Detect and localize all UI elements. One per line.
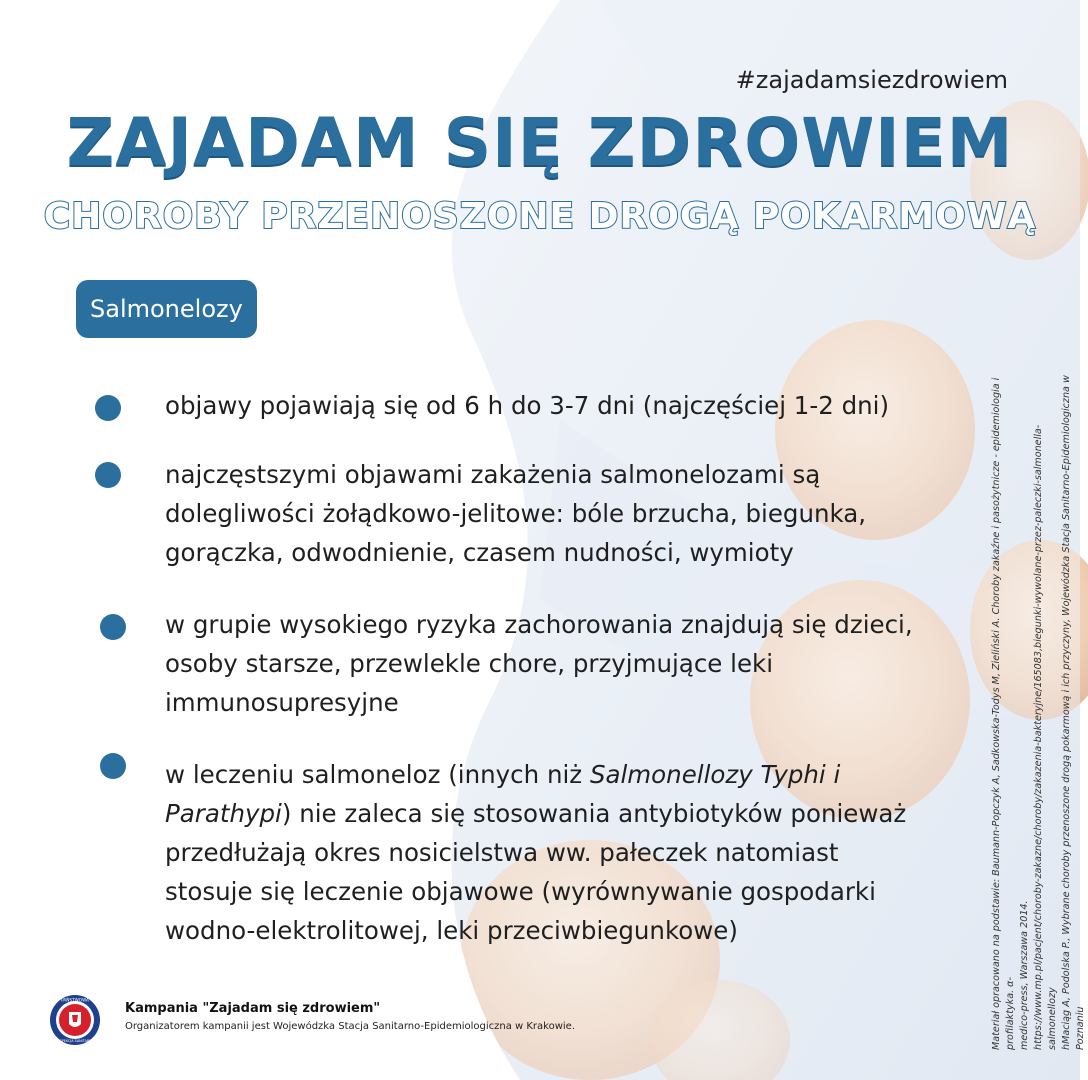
list-item-text: w leczeniu salmoneloz (innych niż	[165, 760, 590, 789]
campaign-organizer: Organizatorem kampanii jest Wojewódzka Stacja Sanitarno-Epidemiologiczna w Krakowie.	[125, 1021, 576, 1032]
bullet-dot	[95, 395, 121, 421]
list-item-line: osoby starsze, przewlekle chore, przyjmujące leki	[165, 649, 774, 678]
list-item-line	[165, 755, 925, 794]
list-item	[165, 605, 925, 722]
list-item	[165, 755, 925, 950]
bullet-dot	[95, 462, 121, 488]
list-item-line: immunosupresyjne	[165, 688, 399, 717]
source-line: hMaciąg A, Podolska P., Wybrane choroby przenoszone drogą pokarmową i ich przyczyny, Wojewódzka Stacja Sanitarno-Epidemiologiczna w Poznaniu	[1061, 375, 1086, 1050]
source-line: medico-press, Warszawa 2014.	[1019, 900, 1030, 1050]
hashtag: #zajadamsiezdrowiem	[735, 66, 1008, 94]
campaign-title: Kampania "Zajadam się zdrowiem"	[125, 1001, 381, 1016]
page-subtitle: CHOROBY PRZENOSZONE DROGĄ POKARMOWĄ	[43, 196, 1037, 237]
source-line: https://www.mp.pl/pacjent/choroby-zakazne/choroby/zakazenia-bakteryjne/165083,biegunki-wywolane-przez-paleczki-salmonella-salmonellozy	[1033, 424, 1058, 1050]
logo-text-bottom: INSPEKCJA SANITARNA	[55, 1039, 95, 1043]
species-name: Salmonellozy Typhi i	[589, 760, 841, 789]
list-item-line: w grupie wysokiego ryzyka zachorowania znajdują się dzieci,	[165, 610, 913, 639]
logo-text-top: PAŃSTWOWA	[61, 997, 89, 1003]
species-name: Parathypi	[165, 799, 282, 828]
topic-badge-label: Salmonelozy	[90, 295, 243, 323]
list-item-line: najczęstszymi objawami zakażenia salmonelozami są	[165, 460, 821, 489]
list-item-line: dolegliwości żołądkowo-jelitowe: bóle brzucha, biegunka,	[165, 499, 867, 528]
sanitary-inspection-logo	[49, 994, 101, 1046]
page-title: ZAJADAM SIĘ ZDROWIEM	[66, 104, 1014, 181]
bullet-dot	[100, 614, 126, 640]
list-item-line: przedłużają okres nosicielstwa ww. pałeczek natomiast	[165, 838, 839, 867]
list-item-text: objawy pojawiają się od 6 h do 3-7 dni (najczęściej 1-2 dni)	[165, 391, 890, 420]
list-item-line: gorączka, odwodnienie, czasem nudności, wymioty	[165, 538, 794, 567]
bullet-dot	[100, 753, 126, 779]
list-item-line: wodno-elektrolitowej, leki przeciwbiegunkowe)	[165, 916, 738, 945]
sources-note	[990, 370, 1088, 1050]
list-item-line: stosuje się leczenie objawowe (wyrównywanie gospodarki	[165, 877, 876, 906]
list-item-text: ) nie zaleca się stosowania antybiotyków ponieważ	[281, 799, 907, 828]
source-line: Materiał opracowano na podstawie: Baumann-Popczyk A, Sadkowska-Todys M, Zieliński A. Choroby zakaźne i pasożytnicze - epidemiologia i profilaktyka. α-	[991, 377, 1016, 1050]
list-item-line	[165, 794, 925, 833]
list-item	[165, 455, 925, 572]
list-item	[165, 386, 925, 425]
